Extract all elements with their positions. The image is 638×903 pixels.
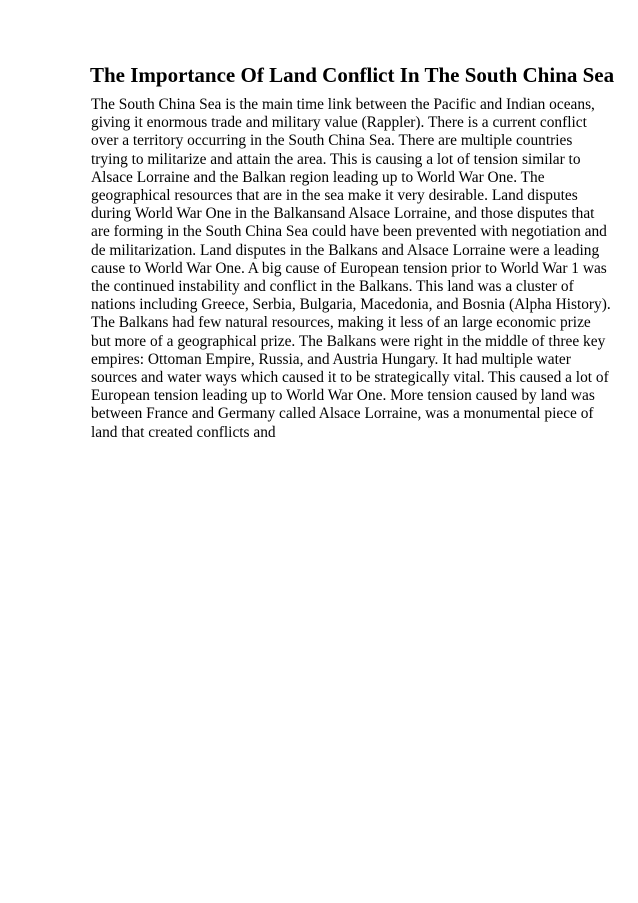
body-line: over a territory occurring in the South China Sea. There are multiple countries bbox=[91, 132, 573, 150]
body-line: but more of a geographical prize. The Balkans were right in the middle of three key bbox=[91, 332, 606, 350]
body-line: Alsace Lorraine and the Balkan region leading up to World War One. The bbox=[91, 168, 545, 186]
body-line: are forming in the South China Sea could have been prevented with negotiation and bbox=[91, 223, 607, 241]
body-line: sources and water ways which caused it to be strategically vital. This caused a lot of bbox=[91, 369, 609, 387]
body-line: the continued instability and conflict in the Balkans. This land was a cluster of bbox=[91, 278, 574, 296]
body-line: empires: Ottoman Empire, Russia, and Austria Hungary. It had multiple water bbox=[91, 350, 571, 368]
body-line: between France and Germany called Alsace Lorraine, was a monumental piece of bbox=[91, 405, 594, 423]
document-body bbox=[91, 96, 611, 442]
body-line: European tension leading up to World War One. More tension caused by land was bbox=[91, 387, 595, 405]
body-line: land that created conflicts and bbox=[91, 423, 276, 441]
body-line: The Balkans had few natural resources, making it less of an large economic prize bbox=[91, 314, 591, 332]
body-line: cause to World War One. A big cause of European tension prior to World War 1 was bbox=[91, 259, 607, 277]
body-line: geographical resources that are in the sea make it very desirable. Land disputes bbox=[91, 187, 578, 205]
body-line: giving it enormous trade and military value (Rappler). There is a current conflict bbox=[91, 114, 587, 132]
body-line: de militarization. Land disputes in the Balkans and Alsace Lorraine were a leading bbox=[91, 241, 600, 259]
body-line: nations including Greece, Serbia, Bulgaria, Macedonia, and Bosnia (Alpha History). bbox=[91, 296, 611, 314]
body-line: The South China Sea is the main time link between the Pacific and Indian oceans, bbox=[91, 96, 595, 113]
body-line: during World War One in the Balkansand Alsace Lorraine, and those disputes that bbox=[91, 205, 595, 223]
document-title: The Importance Of Land Conflict In The South China Sea bbox=[90, 63, 615, 87]
body-line: trying to militarize and attain the area. This is causing a lot of tension similar to bbox=[91, 150, 581, 168]
